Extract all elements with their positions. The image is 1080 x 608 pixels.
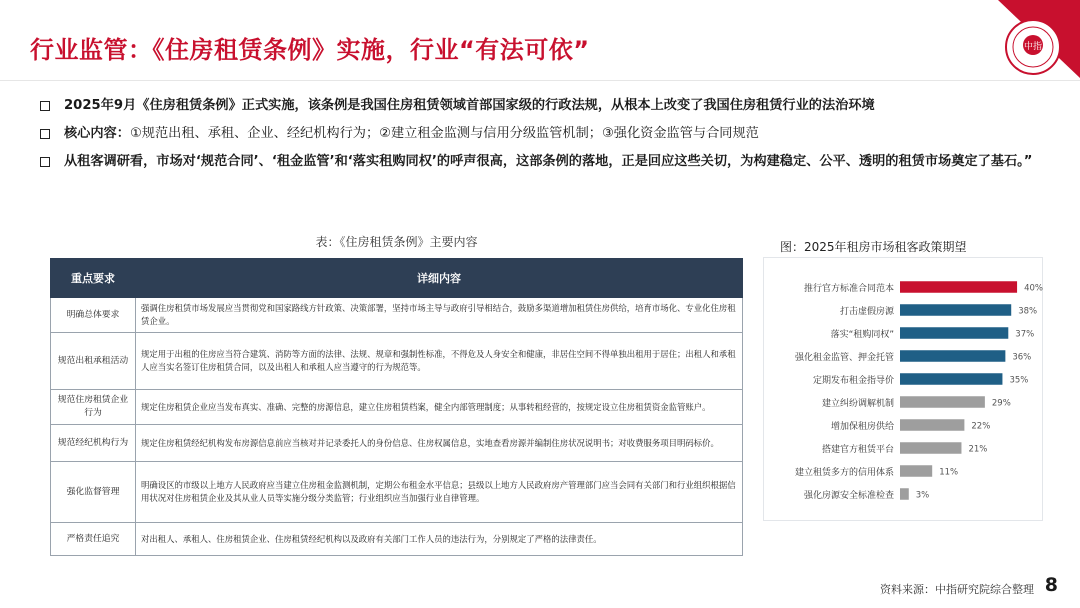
table-caption: 表：《住房租赁条例》主要内容 xyxy=(315,235,478,249)
company-logo xyxy=(1004,18,1062,76)
category-label: 落实“租购同权” xyxy=(830,330,894,340)
data-label: 29% xyxy=(991,398,1011,409)
table-cell-detail: 强调住房租赁市场发展应当贯彻党和国家路线方针政策、决策部署，坚持市场主导与政府引导相结合，鼓励多渠道增加租赁住房供给，培育市场化、专业化住房租赁企业。 xyxy=(136,298,743,333)
table-cell-key: 明确总体要求 xyxy=(51,298,136,333)
data-label: 22% xyxy=(971,421,991,432)
data-label: 36% xyxy=(1012,352,1032,363)
data-label: 11% xyxy=(939,467,959,478)
regulation-table xyxy=(50,258,743,556)
data-label: 40% xyxy=(1024,283,1043,294)
bullet-item xyxy=(40,122,1040,146)
page-number: 8 xyxy=(1044,574,1058,596)
policy-expectation-chart xyxy=(763,257,1041,519)
table-cell-detail: 对出租人、承租人、住房租赁企业、住房租赁经纪机构以及政府有关部门工作人员的违法行为，分别规定了严格的法律责任。 xyxy=(136,523,743,556)
table-cell-detail: 明确设区的市级以上地方人民政府应当建立住房租金监测机制，定期公布租金水平信息；县级以上地方人民政府房产管理部门应当会同有关部门和行业组织根据信用状况对住房租赁企业及其从业人员等实施分级分类监管；行业组织应当加强行业自律管理。 xyxy=(136,462,743,523)
table-row xyxy=(51,462,743,523)
header-divider xyxy=(0,80,1080,81)
category-label: 增加保租房供给 xyxy=(830,422,894,432)
table-row xyxy=(51,425,743,462)
page-title: 行业监管：《住房租赁条例》实施，行业“有法可依” xyxy=(30,36,590,64)
category-label: 推行官方标准合同范本 xyxy=(803,284,894,294)
data-label: 21% xyxy=(968,444,988,455)
bullet-text: 2025年9月《住房租赁条例》正式实施，该条例是我国住房租赁领域首部国家级的行政法规，从根本上改变了我国住房租赁行业的法治环境 xyxy=(64,98,875,113)
table-header-row xyxy=(51,259,743,298)
column-header: 重点要求 xyxy=(51,259,136,298)
checkbox-square-icon xyxy=(40,129,50,139)
checkbox-square-icon xyxy=(40,157,50,167)
table-row xyxy=(51,298,743,333)
table-cell-detail: 规定住房租赁企业应当发布真实、准确、完整的房源信息，建立住房租赁档案，健全内部管理制度；从事转租经营的，按规定设立住房租赁资金监管账户。 xyxy=(136,390,743,425)
bar xyxy=(900,442,961,454)
table-cell-detail: 规定住房租赁经纪机构发布房源信息前应当核对并记录委托人的身份信息、住房权属信息，实地查看房源并编制住房状况说明书；对收费服务项目明码标价。 xyxy=(136,425,743,462)
category-label: 搭建官方租赁平台 xyxy=(821,445,894,455)
data-label: 3% xyxy=(915,490,930,501)
bullet-item xyxy=(40,150,1040,174)
bar xyxy=(900,488,909,500)
bar xyxy=(900,396,985,408)
column-header: 详细内容 xyxy=(136,259,743,298)
category-label: 强化房源安全标准检查 xyxy=(803,491,894,501)
table-cell-detail: 规定用于出租的住房应当符合建筑、消防等方面的法律、法规、规章和强制性标准，不得危及人身安全和健康，非居住空间不得单独出租用于居住；出租人和承租人应当实名签订住房租赁合同，以及出租人和承租人应当遵守的行为规范等。 xyxy=(136,333,743,390)
bar xyxy=(900,327,1008,339)
source-note: 资料来源：中指研究院综合整理 xyxy=(880,583,1034,596)
table-cell-key: 严格责任追究 xyxy=(51,523,136,556)
category-label: 建立纠纷调解机制 xyxy=(821,399,894,409)
category-label: 强化租金监管、押金托管 xyxy=(794,353,894,363)
data-label: 38% xyxy=(1018,306,1038,317)
chart-caption: 图：2025年租房市场租客政策期望 xyxy=(780,240,967,254)
table-row xyxy=(51,523,743,556)
bar xyxy=(900,465,932,477)
data-label: 37% xyxy=(1015,329,1035,340)
table-row xyxy=(51,390,743,425)
bar xyxy=(900,281,1017,293)
table-cell-key: 规范住房租赁企业行为 xyxy=(51,390,136,425)
bar xyxy=(900,419,964,431)
category-label: 建立租赁多方的信用体系 xyxy=(794,468,894,478)
bar xyxy=(900,373,1002,385)
bar xyxy=(900,350,1005,362)
bar xyxy=(900,304,1011,316)
bullet-lead: 核心内容： xyxy=(64,126,130,141)
table-cell-key: 规范出租承租活动 xyxy=(51,333,136,390)
bullet-list xyxy=(40,94,1040,178)
category-label: 打击虚假房源 xyxy=(839,307,894,317)
bullet-text: ①规范出租、承租、企业、经纪机构行为；②建立租金监测与信用分级监管机制；③强化资金监管与合同规范 xyxy=(129,126,759,141)
bullet-text: 从租客调研看，市场对‘规范合同’、‘租金监管’和‘落实租购同权’的呼声很高，这部条例的落地，正是回应这些关切，为构建稳定、公平、透明的租赁市场奠定了基石。” xyxy=(64,154,1033,169)
table-cell-key: 强化监督管理 xyxy=(51,462,136,523)
logo-mark: 中指 xyxy=(1023,42,1043,52)
bullet-item xyxy=(40,94,1040,118)
checkbox-square-icon xyxy=(40,101,50,111)
table-row xyxy=(51,333,743,390)
table-cell-key: 规范经纪机构行为 xyxy=(51,425,136,462)
category-label: 定期发布租金指导价 xyxy=(812,376,894,386)
data-label: 35% xyxy=(1009,375,1029,386)
